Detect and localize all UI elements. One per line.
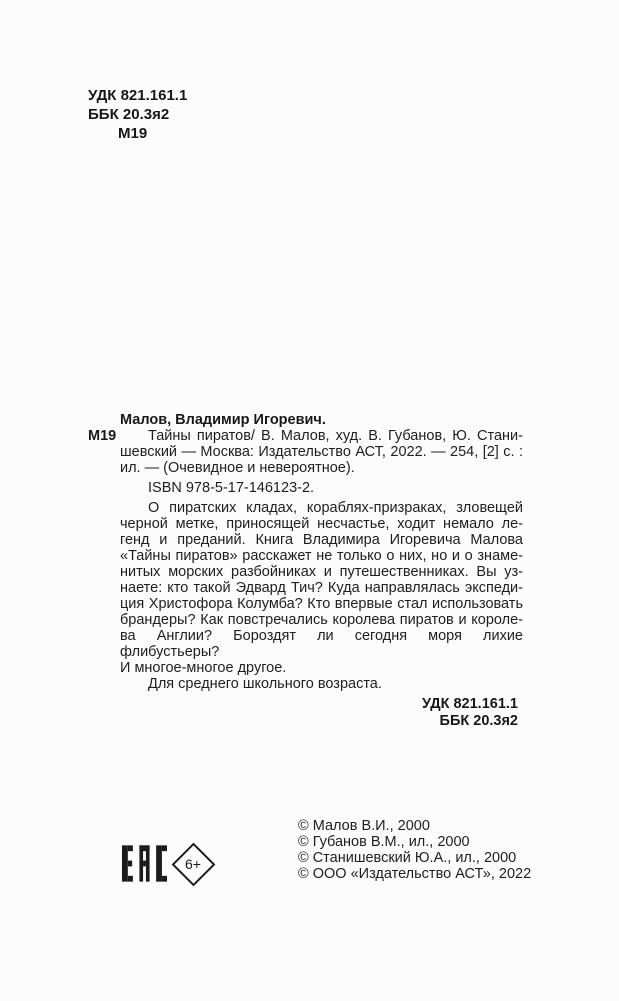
annotation-line: брандеры? Как повстречались королева пиратов и короле- bbox=[120, 612, 523, 628]
age-rating-badge bbox=[172, 843, 214, 885]
eac-conformity-mark-icon bbox=[122, 845, 167, 882]
annotation-paragraph bbox=[120, 500, 523, 676]
author-heading: Малов, Владимир Игоревич. bbox=[120, 412, 326, 428]
bbk-code-bottom: ББК 20.3я2 bbox=[439, 713, 518, 729]
margin-author-sign-code: М19 bbox=[88, 428, 117, 444]
top-classification-codes bbox=[88, 86, 187, 143]
author-sign-code: М19 bbox=[118, 125, 148, 142]
copyright-line: © Станишевский Ю.А., ил., 2000 bbox=[298, 850, 517, 866]
udk-code: УДК 821.161.1 bbox=[88, 87, 188, 104]
annotation-line: И многое-многое другое. bbox=[120, 660, 287, 676]
udk-code-bottom: УДК 821.161.1 bbox=[422, 696, 518, 712]
annotation-line: черной метке, приносящей несчастье, ходит немало ле- bbox=[120, 516, 523, 532]
copyright-line: © Губанов В.М., ил., 2000 bbox=[298, 834, 470, 850]
copyright-line: © ООО «Издательство АСТ», 2022 bbox=[298, 866, 532, 882]
annotation-line: «Тайны пиратов» расскажет не только о них, но и о знаме- bbox=[120, 548, 523, 564]
bbk-code: ББК 20.3я2 bbox=[88, 106, 170, 123]
annotation-line: генд и преданий. Книга Владимира Игоревича Малова bbox=[120, 532, 523, 548]
bibliographic-description-line: шевский — Москва: Издательство АСТ, 2022. — 254, [2] с. : bbox=[120, 444, 523, 460]
annotation-line: нитых морских разбойниках и путешественниках. Вы уз- bbox=[120, 564, 523, 580]
annotation-line: ва Англии? Бороздят ли сегодня моря лихие флибустьеры? bbox=[120, 628, 523, 660]
isbn-number: ISBN 978-5-17-146123-2. bbox=[148, 480, 315, 496]
audience-note: Для среднего школьного возраста. bbox=[148, 676, 382, 692]
copyright-line: © Малов В.И., 2000 bbox=[298, 818, 430, 834]
annotation-line: О пиратских кладах, кораблях-призраках, зловещей bbox=[148, 500, 523, 516]
age-rating-value: 6+ bbox=[185, 856, 201, 872]
bibliographic-description-line: ил. — (Очевидное и невероятное). bbox=[120, 460, 355, 476]
annotation-line: ция Христофора Колумба? Кто впервые стал использовать bbox=[120, 596, 523, 612]
catalog-card bbox=[88, 412, 523, 730]
bibliographic-description-line: Тайны пиратов/ В. Малов, худ. В. Губанов, Ю. Стани- bbox=[148, 428, 523, 444]
copyright-list bbox=[298, 818, 531, 882]
annotation-line: наете: кто такой Эдвард Тич? Куда направлялась экспеди- bbox=[120, 580, 523, 596]
bottom-classification-codes bbox=[120, 696, 523, 730]
eac-mark-svg bbox=[122, 845, 167, 882]
